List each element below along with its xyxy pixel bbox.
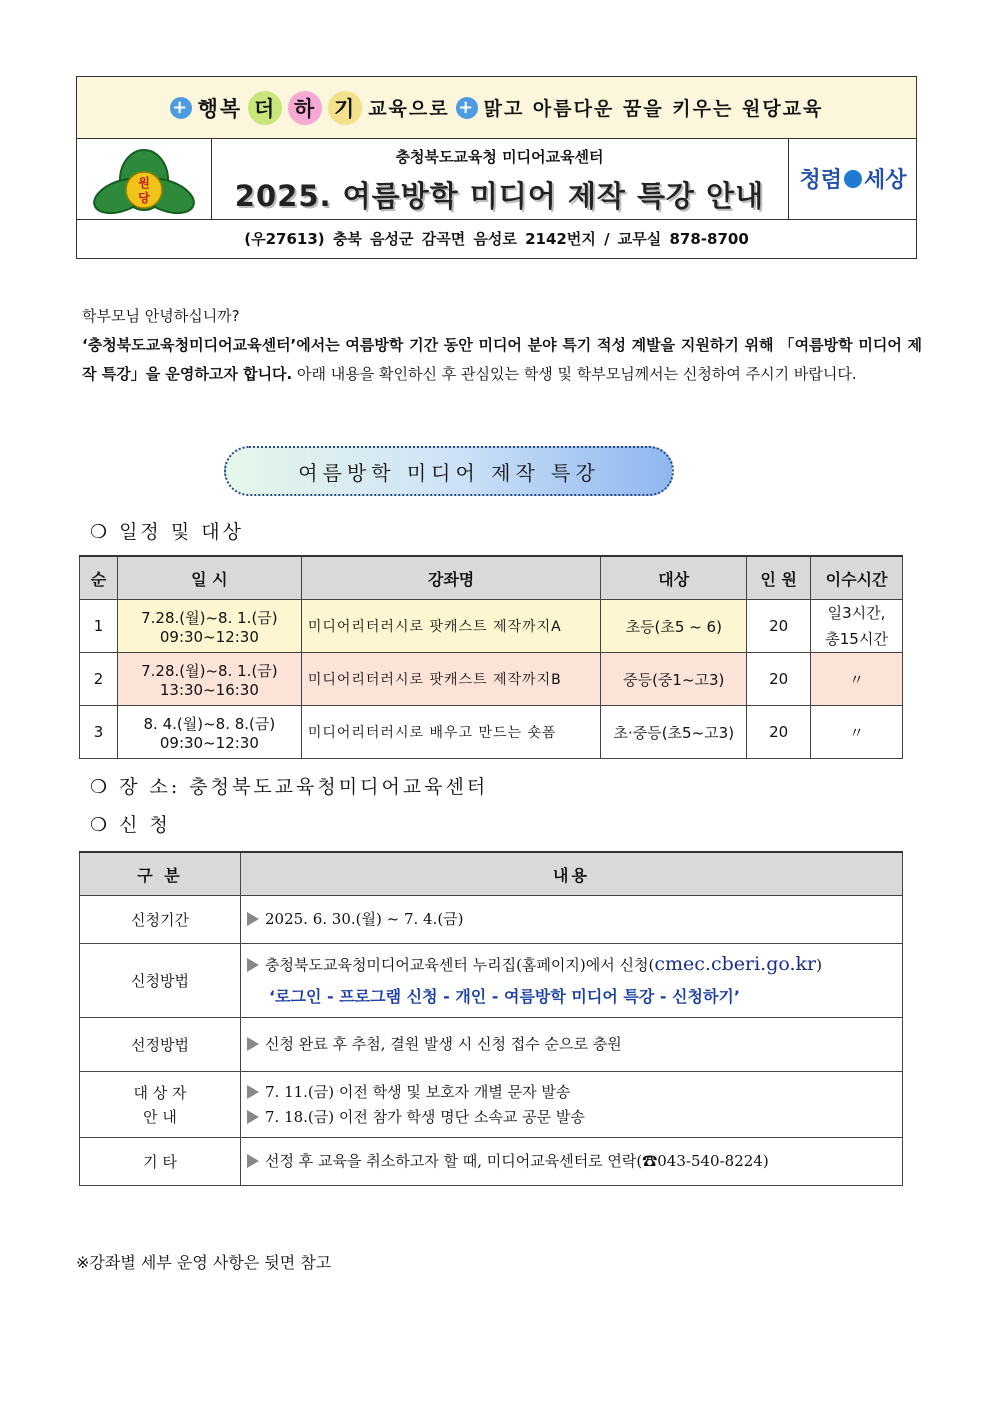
org-name: 충청북도교육청 미디어교육센터	[395, 148, 604, 166]
row-target: 초·중등(초5~고3)	[601, 706, 747, 759]
slogan-bubble-2: 하	[288, 91, 322, 125]
row-time: 09:30~12:30	[159, 627, 259, 646]
document-title: 2025. 여름방학 미디어 제작 특강 안내	[234, 179, 765, 213]
row-datetime	[117, 600, 301, 653]
footnote: ※강좌별 세부 운영 사항은 뒷면 참고	[76, 1253, 332, 1272]
apply-period: 2025. 6. 30.(월) ~ 7. 4.(금)	[265, 910, 464, 928]
slogan-part2: 교육으로	[368, 98, 450, 120]
slogan-row	[77, 77, 916, 139]
row-hours-1: 일3시간,	[827, 604, 886, 622]
table-row	[80, 896, 903, 944]
plus-icon: +	[170, 97, 192, 119]
arrow-icon	[247, 1037, 259, 1051]
apply-table	[79, 851, 903, 1186]
col-header: 순	[80, 556, 118, 600]
row-value	[241, 896, 903, 944]
slogan-bubble-1: 더	[248, 91, 282, 125]
row-datetime	[117, 653, 301, 706]
row-label	[80, 1072, 241, 1138]
col-header: 대상	[601, 556, 747, 600]
school-logo	[77, 138, 212, 219]
integrity-text-1: 청렴	[799, 168, 842, 193]
slogan-bubble-3: 기	[328, 91, 362, 125]
row-course: 미디어리터러시로 팟캐스트 제작까지A	[301, 600, 601, 653]
table-row	[80, 1018, 903, 1072]
col-header: 인 원	[747, 556, 811, 600]
integrity-text-2: 세상	[864, 168, 907, 193]
row-time: 13:30~16:30	[159, 680, 259, 699]
row-label: 선정방법	[80, 1018, 241, 1072]
row-hours-2: 총15시간	[825, 630, 888, 648]
row-number: 1	[80, 600, 118, 653]
table-row	[80, 1072, 903, 1138]
row-count: 20	[747, 706, 811, 759]
etc-text: 선정 후 교육을 취소하고자 할 때, 미디어교육센터로 연락(☎043-540-8224)	[265, 1152, 769, 1170]
table-row	[80, 1138, 903, 1186]
arrow-icon	[247, 1085, 259, 1099]
section-apply: ❍ 신 청	[90, 814, 171, 836]
intro-rest: 아래 내용을 확인하신 후 관심있는 학생 및 학부모님께서는 신청하여 주시기 바랍니다.	[292, 365, 857, 383]
table-header-row	[80, 852, 903, 896]
row-value	[241, 1138, 903, 1186]
intro-bold: ‘충청북도교육청미디어교육센터’에서는 여름방학 기간 동안 미디어 분야 특기 적성 계발을 지원하기 위해 「여름방학 미디어 제작 특강」을 운영하고자 합니다.	[82, 336, 922, 383]
apply-method: 충청북도교육청미디어교육센터 누리집(홈페이지)에서 신청(	[265, 956, 655, 974]
select-method: 신청 완료 후 추첨, 결원 발생 시 신청 접수 순으로 충원	[265, 1035, 622, 1053]
row-target: 중등(중1~고3)	[601, 653, 747, 706]
section-schedule: ❍ 일정 및 대상	[90, 521, 244, 543]
row-hours	[811, 600, 903, 653]
row-count: 20	[747, 600, 811, 653]
col-header: 일 시	[117, 556, 301, 600]
integrity-logo	[788, 138, 917, 219]
logo-char-bottom: 당	[138, 191, 150, 205]
row-number: 2	[80, 653, 118, 706]
row-date: 8. 4.(월)~8. 8.(금)	[143, 714, 276, 733]
slogan-part1: 행복	[197, 96, 243, 121]
logo-char-top: 원	[138, 176, 150, 190]
table-row	[80, 944, 903, 1018]
row-date: 7.28.(월)~8. 1.(금)	[141, 608, 278, 627]
title-row	[77, 138, 916, 220]
row-hours: 〃	[811, 653, 903, 706]
arrow-icon	[247, 912, 259, 926]
school-emblem-icon	[77, 138, 211, 219]
apply-url[interactable]: cmec.cberi.go.kr	[654, 953, 817, 975]
program-banner: 여름방학 미디어 제작 특강	[224, 446, 674, 496]
arrow-icon	[247, 958, 259, 972]
table-row	[80, 653, 903, 706]
notice-label-1: 대 상 자	[133, 1083, 187, 1102]
globe-icon	[844, 170, 862, 188]
notice-label-2: 안 내	[143, 1107, 177, 1126]
table-row	[80, 706, 903, 759]
row-hours: 〃	[811, 706, 903, 759]
intro-paragraph	[82, 331, 922, 389]
apply-method-close: )	[816, 956, 822, 974]
row-course: 미디어리터러시로 배우고 만드는 숏폼	[301, 706, 601, 759]
col-header: 이수시간	[811, 556, 903, 600]
col-header: 구 분	[80, 852, 241, 896]
section-place: ❍ 장 소: 충청북도교육청미디어교육센터	[90, 776, 489, 798]
address-row: (우27613) 충북 음성군 감곡면 음성로 2142번지 / 교무실 878-8700	[244, 230, 749, 248]
row-number: 3	[80, 706, 118, 759]
table-header-row	[80, 556, 903, 600]
row-course: 미디어리터러시로 팟캐스트 제작까지B	[301, 653, 601, 706]
row-datetime	[117, 706, 301, 759]
row-target: 초등(초5 ~ 6)	[601, 600, 747, 653]
row-label: 신청방법	[80, 944, 241, 1018]
apply-path: ‘로그인 - 프로그램 신청 - 개인 - 여름방학 미디어 특강 - 신청하기’	[269, 987, 740, 1006]
row-value	[241, 1018, 903, 1072]
notice-2: 7. 18.(금) 이전 참가 학생 명단 소속교 공문 발송	[265, 1107, 585, 1126]
greeting: 학부모님 안녕하십니까?	[82, 307, 240, 325]
arrow-icon	[247, 1154, 259, 1168]
row-count: 20	[747, 653, 811, 706]
table-row	[80, 600, 903, 653]
slogan-part3: 맑고 아름다운 꿈을 키우는 원당교육	[483, 98, 824, 120]
schedule-table	[79, 555, 903, 759]
col-header: 강좌명	[301, 556, 601, 600]
row-date: 7.28.(월)~8. 1.(금)	[141, 661, 278, 680]
plus-icon: +	[456, 97, 478, 119]
arrow-icon	[247, 1110, 259, 1124]
col-header: 내용	[241, 852, 903, 896]
row-label: 기 타	[80, 1138, 241, 1186]
row-value	[241, 944, 903, 1018]
row-value	[241, 1072, 903, 1138]
letterhead	[76, 76, 917, 259]
row-label: 신청기간	[80, 896, 241, 944]
notice-1: 7. 11.(금) 이전 학생 및 보호자 개별 문자 발송	[265, 1082, 571, 1101]
row-time: 09:30~12:30	[159, 733, 259, 752]
